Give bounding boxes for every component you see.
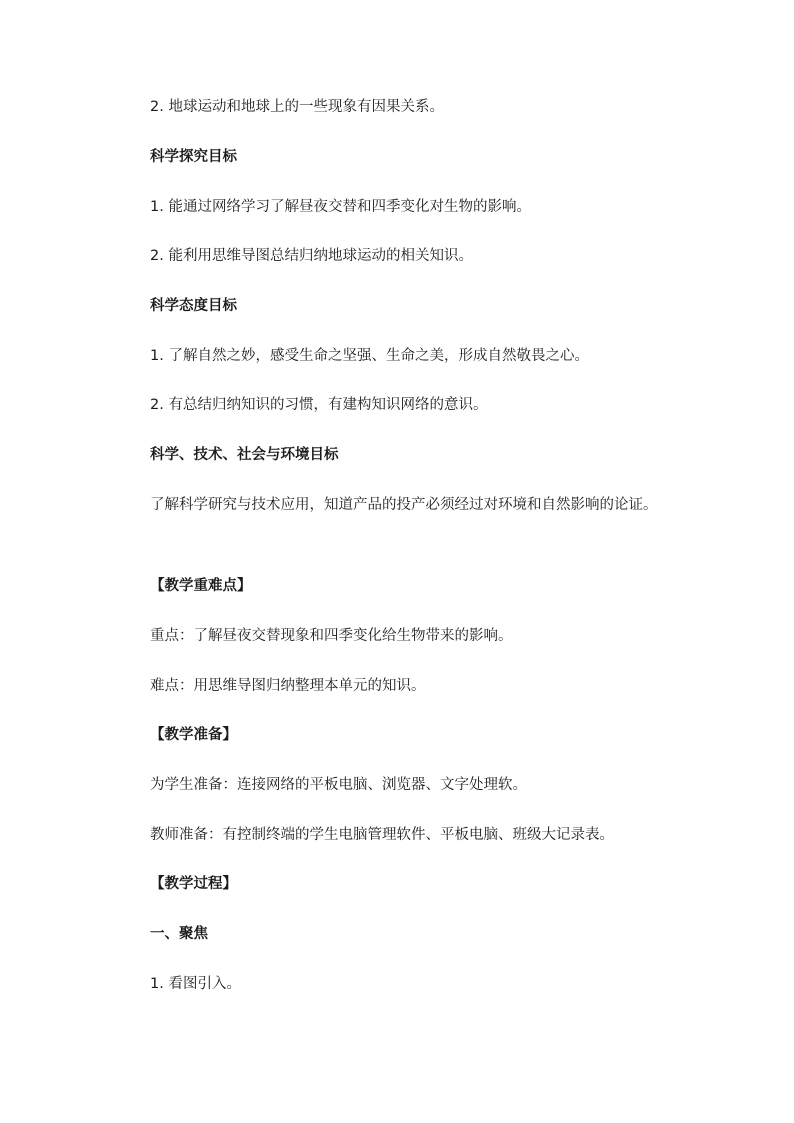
section-heading: 【教学过程】 <box>150 876 237 892</box>
paragraph-line: 难点：用思维导图归纳整理本单元的知识。 <box>150 678 426 694</box>
list-item: 2. 地球运动和地球上的一些现象有因果关系。 <box>150 99 444 115</box>
paragraph-line: 教师准备：有控制终端的学生电脑管理软件、平板电脑、班级大记录表。 <box>150 827 614 843</box>
paragraph: 了解科学研究与技术应用，知道产品的投产必须经过对环境和自然影响的论证。 <box>150 497 658 513</box>
section-heading: 科学、技术、社会与环境目标 <box>150 447 339 463</box>
list-item: 1. 能通过网络学习了解昼夜交替和四季变化对生物的影响。 <box>150 199 531 215</box>
section-heading: 科学探究目标 <box>150 149 237 165</box>
paragraph-line: 为学生准备：连接网络的平板电脑、浏览器、文字处理软。 <box>150 777 527 793</box>
list-item: 2. 能利用思维导图总结归纳地球运动的相关知识。 <box>150 248 473 264</box>
section-heading: 一、聚焦 <box>150 926 208 942</box>
paragraph-line: 重点：了解昼夜交替现象和四季变化给生物带来的影响。 <box>150 628 513 644</box>
list-item: 1. 看图引入。 <box>150 976 241 992</box>
section-heading: 科学态度目标 <box>150 298 237 314</box>
list-item: 1. 了解自然之妙，感受生命之坚强、生命之美，形成自然敬畏之心。 <box>150 348 589 364</box>
section-heading: 【教学重难点】 <box>150 578 252 594</box>
section-heading: 【教学准备】 <box>150 727 237 743</box>
list-item: 2. 有总结归纳知识的习惯，有建构知识网络的意识。 <box>150 397 488 413</box>
